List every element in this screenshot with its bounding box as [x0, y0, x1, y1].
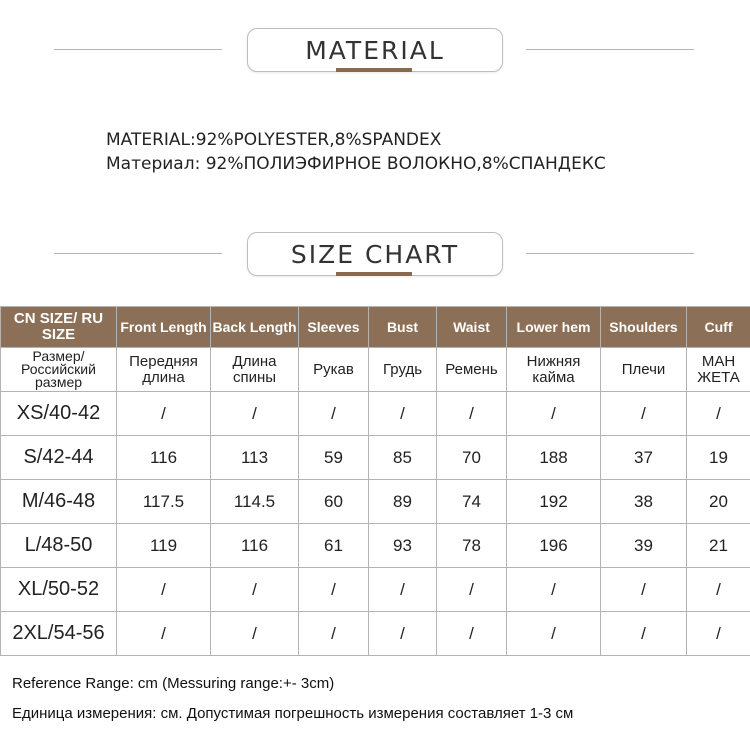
table-cell: 113 [211, 436, 299, 480]
header-cell: Waist [437, 307, 507, 348]
table-cell: 89 [369, 480, 437, 524]
note-en: Reference Range: cm (Messuring range:+- 3cm) [12, 675, 335, 692]
header-cell: Back Length [211, 307, 299, 348]
table-cell: 38 [601, 480, 687, 524]
divider-line [526, 253, 694, 254]
table-cell: 20 [687, 480, 750, 524]
table-cell: 85 [369, 436, 437, 480]
header-cell: Shoulders [601, 307, 687, 348]
divider-line [54, 49, 222, 50]
table-cell: 196 [507, 524, 601, 568]
table-cell: 117.5 [117, 480, 211, 524]
table-cell: 192 [507, 480, 601, 524]
header-cell: Плечи [601, 348, 687, 392]
table-cell: 74 [437, 480, 507, 524]
table-row [1, 612, 750, 656]
header-cell: МАН ЖЕТА [687, 348, 750, 392]
size-chart-heading: SIZE CHART [247, 232, 503, 276]
table-cell: / [601, 612, 687, 656]
table-cell: / [369, 392, 437, 436]
header-cell: Передняя длина [117, 348, 211, 392]
table-cell: / [601, 392, 687, 436]
table-cell: / [507, 612, 601, 656]
header-cell: Длина спины [211, 348, 299, 392]
table-cell: 70 [437, 436, 507, 480]
size-cell: XS/40-42 [1, 392, 117, 436]
heading-accent-bar [336, 272, 412, 276]
size-cell: 2XL/54-56 [1, 612, 117, 656]
table-cell: / [211, 612, 299, 656]
header-cell: Cuff [687, 307, 750, 348]
table-row [1, 392, 750, 436]
header-cell: Рукав [299, 348, 369, 392]
table-cell: 188 [507, 436, 601, 480]
table-cell: / [369, 612, 437, 656]
table-cell: 116 [117, 436, 211, 480]
table-cell: / [507, 392, 601, 436]
table-cell: / [687, 612, 750, 656]
table-cell: 61 [299, 524, 369, 568]
divider-line [54, 253, 222, 254]
note-ru: Единица измерения: см. Допустимая погрешность измерения составляет 1-3 см [12, 705, 574, 722]
table-cell: / [687, 568, 750, 612]
header-cell: Bust [369, 307, 437, 348]
table-cell: / [117, 568, 211, 612]
table-cell: / [687, 392, 750, 436]
material-line-ru: Материал: 92%ПОЛИЭФИРНОЕ ВОЛОКНО,8%СПАНДЕКС [106, 154, 606, 174]
heading-accent-bar [336, 68, 412, 72]
table-row [1, 480, 750, 524]
table-cell: 37 [601, 436, 687, 480]
header-cell: Грудь [369, 348, 437, 392]
table-cell: / [601, 568, 687, 612]
header-cell: Нижняя кайма [507, 348, 601, 392]
header-row-ru [1, 348, 750, 392]
table-cell: 114.5 [211, 480, 299, 524]
table-cell: 59 [299, 436, 369, 480]
table-cell: / [369, 568, 437, 612]
table-cell: / [211, 568, 299, 612]
table-cell: / [299, 392, 369, 436]
material-line-en: MATERIAL:92%POLYESTER,8%SPANDEX [106, 130, 442, 150]
table-cell: / [211, 392, 299, 436]
size-chart-heading-block [0, 232, 750, 276]
material-heading: MATERIAL [247, 28, 503, 72]
table-cell: 21 [687, 524, 750, 568]
header-cell: Размер/ Российский размер [1, 348, 117, 392]
size-cell: L/48-50 [1, 524, 117, 568]
header-cell: Front Length [117, 307, 211, 348]
header-row-en [1, 307, 750, 348]
material-description [106, 128, 606, 176]
table-cell: / [299, 612, 369, 656]
size-cell: S/42-44 [1, 436, 117, 480]
table-cell: 19 [687, 436, 750, 480]
table-cell: / [437, 612, 507, 656]
size-chart-table [0, 306, 750, 656]
material-heading-block [0, 28, 750, 72]
size-cell: M/46-48 [1, 480, 117, 524]
table-cell: / [437, 568, 507, 612]
header-cell: Sleeves [299, 307, 369, 348]
table-cell: 93 [369, 524, 437, 568]
table-cell: / [117, 612, 211, 656]
table-cell: / [437, 392, 507, 436]
table-cell: 78 [437, 524, 507, 568]
header-cell: Ремень [437, 348, 507, 392]
table-row [1, 568, 750, 612]
divider-line [526, 49, 694, 50]
table-cell: 60 [299, 480, 369, 524]
measurement-notes [12, 669, 573, 729]
table-cell: 39 [601, 524, 687, 568]
table-cell: 116 [211, 524, 299, 568]
size-cell: XL/50-52 [1, 568, 117, 612]
table-cell: / [299, 568, 369, 612]
table-row [1, 436, 750, 480]
header-cell: Lower hem [507, 307, 601, 348]
table-cell: 119 [117, 524, 211, 568]
table-row [1, 524, 750, 568]
table-cell: / [117, 392, 211, 436]
table-cell: / [507, 568, 601, 612]
header-cell: CN SIZE/ RU SIZE [1, 307, 117, 348]
